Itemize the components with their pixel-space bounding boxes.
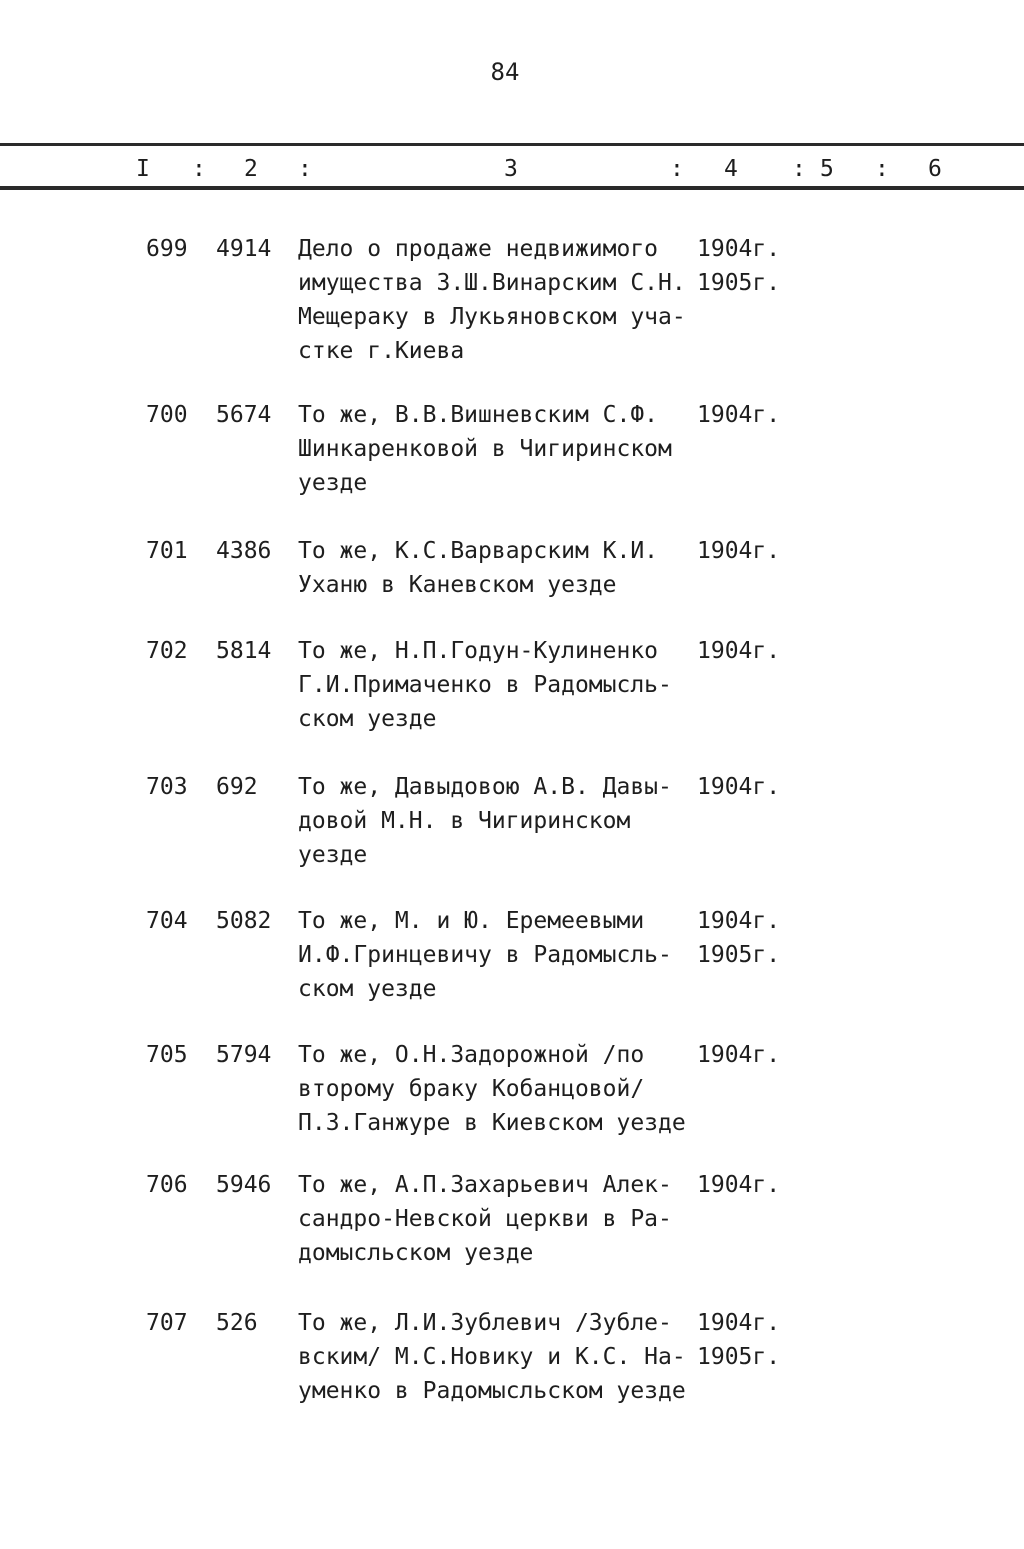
- file-number: 5082: [216, 908, 272, 934]
- case-description: [298, 1038, 698, 1140]
- date-range: [697, 770, 797, 804]
- year-value: 1904г.: [697, 1172, 781, 1198]
- description-line: То же, К.С.Варварским К.И.: [298, 538, 659, 564]
- column-separator: :: [298, 156, 312, 182]
- description-line: И.Ф.Гринцевичу в Радомысль-: [298, 942, 672, 968]
- description-line: вским/ М.С.Новику и К.С. На-: [298, 1344, 686, 1370]
- header-bottom-rule: [0, 186, 1024, 190]
- item-number: 700: [146, 402, 188, 428]
- case-description: [298, 398, 698, 500]
- description-line: Уханю в Каневском уезде: [298, 572, 617, 598]
- description-line: То же, Давыдовою А.В. Давы-: [298, 774, 672, 800]
- description-line: То же, В.В.Вишневским С.Ф.: [298, 402, 659, 428]
- description-line: То же, О.Н.Задорожной /по: [298, 1042, 645, 1068]
- file-number: 5946: [216, 1172, 272, 1198]
- description-line: Г.И.Примаченко в Радомысль-: [298, 672, 672, 698]
- description-line: имущества З.Ш.Винарским С.Н.: [298, 270, 686, 296]
- description-line: довой М.Н. в Чигиринском: [298, 808, 631, 834]
- year-value: 1905г.: [697, 270, 781, 296]
- year-value: 1904г.: [697, 236, 781, 262]
- column-separator: :: [192, 156, 206, 182]
- year-value: 1904г.: [697, 1310, 781, 1336]
- case-description: [298, 1168, 698, 1270]
- year-value: 1905г.: [697, 1344, 781, 1370]
- description-line: Мещераку в Лукьяновском уча-: [298, 304, 686, 330]
- year-value: 1904г.: [697, 774, 781, 800]
- date-range: [697, 398, 797, 432]
- column-header-3: 3: [504, 156, 518, 182]
- year-value: 1904г.: [697, 908, 781, 934]
- case-description: [298, 534, 698, 602]
- column-header-5: 5: [820, 156, 834, 182]
- date-range: [697, 1306, 797, 1374]
- date-range: [697, 232, 797, 300]
- case-description: [298, 1306, 698, 1408]
- description-line: П.З.Ганжуре в Киевском уезде: [298, 1110, 686, 1136]
- file-number: 5794: [216, 1042, 272, 1068]
- description-line: ском уезде: [298, 706, 437, 732]
- date-range: [697, 904, 797, 972]
- column-header-1: I: [136, 156, 150, 182]
- year-value: 1905г.: [697, 942, 781, 968]
- column-separator: :: [875, 156, 889, 182]
- description-line: То же, Л.И.Зублевич /Зубле-: [298, 1310, 672, 1336]
- date-range: [697, 1168, 797, 1202]
- page-number: 84: [490, 58, 520, 86]
- column-header-2: 2: [244, 156, 258, 182]
- item-number: 706: [146, 1172, 188, 1198]
- file-number: 4386: [216, 538, 272, 564]
- item-number: 703: [146, 774, 188, 800]
- description-line: стке г.Киева: [298, 338, 465, 364]
- description-line: второму браку Кобанцовой/: [298, 1076, 645, 1102]
- description-line: То же, М. и Ю. Еремеевыми: [298, 908, 645, 934]
- date-range: [697, 534, 797, 568]
- file-number: 5814: [216, 638, 272, 664]
- year-value: 1904г.: [697, 638, 781, 664]
- item-number: 701: [146, 538, 188, 564]
- description-line: То же, Н.П.Годун-Кулиненко: [298, 638, 659, 664]
- column-header-row: [0, 156, 1024, 184]
- case-description: [298, 904, 698, 1006]
- item-number: 699: [146, 236, 188, 262]
- description-line: Дело о продаже недвижимого: [298, 236, 659, 262]
- file-number: 5674: [216, 402, 272, 428]
- description-line: уезде: [298, 470, 368, 496]
- description-line: сандро-Невской церкви в Ра-: [298, 1206, 672, 1232]
- item-number: 702: [146, 638, 188, 664]
- column-header-6: 6: [928, 156, 942, 182]
- item-number: 704: [146, 908, 188, 934]
- column-separator: :: [792, 156, 806, 182]
- item-number: 707: [146, 1310, 188, 1336]
- description-line: уезде: [298, 842, 368, 868]
- case-description: [298, 232, 698, 368]
- description-line: Шинкаренковой в Чигиринском: [298, 436, 672, 462]
- description-line: ском уезде: [298, 976, 437, 1002]
- file-number: 692: [216, 774, 258, 800]
- date-range: [697, 1038, 797, 1072]
- column-header-4: 4: [724, 156, 738, 182]
- item-number: 705: [146, 1042, 188, 1068]
- column-separator: :: [670, 156, 684, 182]
- year-value: 1904г.: [697, 538, 781, 564]
- case-description: [298, 634, 698, 736]
- header-top-rule: [0, 143, 1024, 146]
- description-line: уменко в Радомысльском уезде: [298, 1378, 686, 1404]
- year-value: 1904г.: [697, 1042, 781, 1068]
- file-number: 526: [216, 1310, 258, 1336]
- date-range: [697, 634, 797, 668]
- case-description: [298, 770, 698, 872]
- file-number: 4914: [216, 236, 272, 262]
- year-value: 1904г.: [697, 402, 781, 428]
- description-line: домысльском уезде: [298, 1240, 534, 1266]
- description-line: То же, А.П.Захарьевич Алек-: [298, 1172, 672, 1198]
